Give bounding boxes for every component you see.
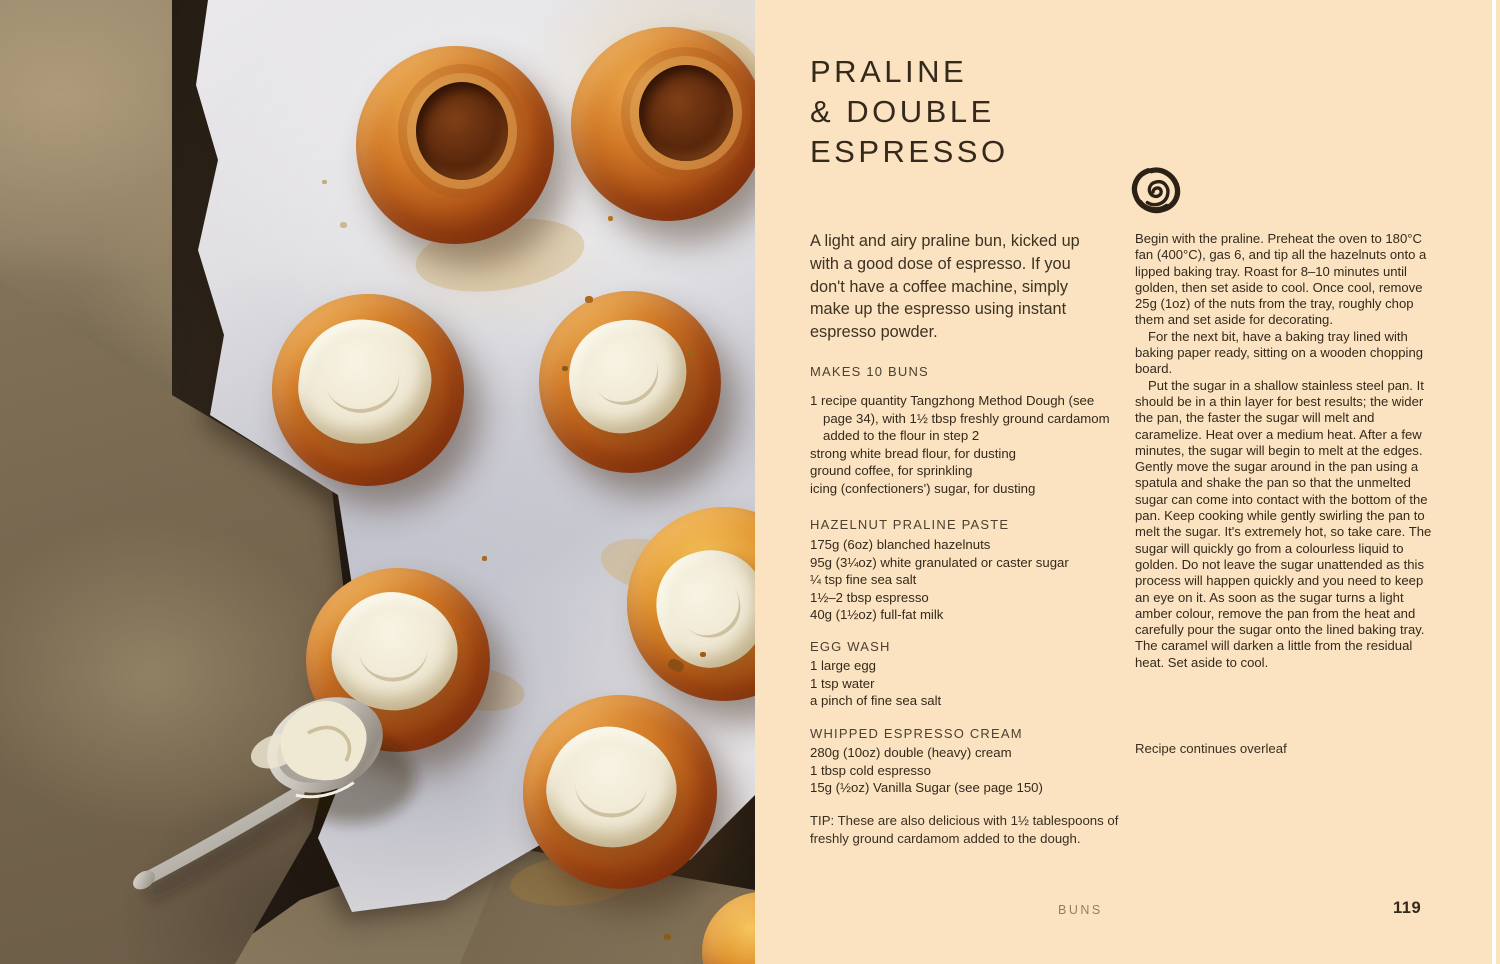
rose-doodle-icon	[1127, 163, 1185, 217]
praline-bun	[356, 46, 554, 244]
main-ingredient-list	[810, 392, 1120, 497]
title-line-1: PRALINE	[810, 54, 968, 89]
title-line-2: & DOUBLE	[810, 94, 995, 129]
recipe-title	[810, 52, 1009, 172]
ingredient: 1 tsp water	[810, 675, 875, 691]
method-paragraph: Put the sugar in a shallow stainless steel pan. It should be in a thin layer for best results; the wider the pan, the faster the sugar will melt and caramelize. Heat over a medium heat. After a few minutes, the sugar will begin to melt at the edges. Gently move the sugar around in the pan using a spatula and shake the pan so that the unmelted sugar can come into contact with the bottom of the pan. Keep cooking while gently swirling the pan to melt the sugar. It's extremely hot, so take care. The sugar will quickly go from a colourless liquid to golden. Do not leave the sugar unattended as this process will happen quickly and you need to keep an eye on it. As soon as the sugar turns a light amber colour, remove the pan from the heat and carefully pour the sugar onto the lined baking tray. The caramel will darken a little from the residual heat. Set aside to cool.	[1135, 377, 1432, 670]
cream-topped-bun	[539, 291, 721, 473]
method-paragraph: Begin with the praline. Preheat the oven to 180°C fan (400°C), gas 6, and tip all the hazelnuts onto a lipped baking tray. Roast for 8–10 minutes until golden, then set aside to cool. Once cool, remove 25g (1oz) of the nuts from the tray, roughly chop them and set aside for decorating.	[1135, 231, 1427, 328]
section-header-egg-wash: EGG WASH	[810, 639, 891, 654]
ingredient: strong white bread flour, for dusting	[810, 445, 1016, 461]
ingredient: 175g (6oz) blanched hazelnuts	[810, 537, 991, 552]
crumb	[585, 296, 593, 303]
crumb	[700, 652, 706, 657]
ingredient: ground coffee, for sprinkling	[810, 463, 973, 478]
praline-bun	[571, 27, 755, 221]
whipped-cream-dollop	[560, 311, 696, 442]
yield-label: MAKES 10 BUNS	[810, 364, 929, 379]
praline-paste-ingredients	[810, 536, 1120, 624]
ingredient: 280g (10oz) double (heavy) cream	[810, 745, 1012, 760]
ingredient: 95g (3¼oz) white granulated or caster sugar	[810, 554, 1069, 570]
espresso-cream-ingredients	[810, 744, 1120, 797]
ingredient: 1 tbsp cold espresso	[810, 762, 931, 778]
egg-wash-ingredients	[810, 657, 1120, 710]
whipped-cream-dollop	[293, 313, 437, 450]
whipped-cream-dollop	[531, 710, 692, 867]
ingredient: icing (confectioners') sugar, for dusting	[810, 480, 1036, 496]
tip-note: TIP: These are also delicious with 1½ tablespoons of freshly ground cardamom added to the dough.	[810, 813, 1119, 846]
crumb	[688, 350, 695, 356]
ingredient: 1½–2 tbsp espresso	[810, 589, 929, 605]
method-paragraph: For the next bit, have a baking tray lined with baking paper ready, sitting on a wooden chopping board.	[1135, 328, 1424, 377]
cream-topped-bun	[272, 294, 464, 486]
method-column	[1135, 231, 1437, 671]
cream-spoon	[100, 655, 430, 925]
ingredient: 40g (1½oz) full-fat milk	[810, 607, 944, 622]
crumb	[482, 556, 487, 561]
espresso-praline-centre	[639, 65, 733, 161]
ingredient: ¼ tsp fine sea salt	[810, 572, 917, 587]
section-header-praline-paste: HAZELNUT PRALINE PASTE	[810, 517, 1010, 532]
ingredient: 1 recipe quantity Tangzhong Method Dough (see page 34), with 1½ tbsp freshly ground cardamom added to the flour in step 2	[810, 393, 1110, 443]
recipe-intro: A light and airy praline bun, kicked up with a good dose of espresso. If you don't have a coffee machine, simply make up the espresso using instant espresso powder.	[810, 232, 1080, 342]
cream-topped-bun	[523, 695, 717, 889]
crumb	[340, 222, 347, 228]
crumb	[664, 934, 671, 940]
ingredient: 1 large egg	[810, 658, 876, 673]
crumb	[322, 180, 327, 184]
continuation-note: Recipe continues overleaf	[1135, 741, 1287, 756]
whipped-cream-dollop	[639, 534, 755, 683]
ingredient: 15g (½oz) Vanilla Sugar (see page 150)	[810, 780, 1043, 795]
crumb	[608, 216, 613, 221]
ingredient: a pinch of fine sea salt	[810, 693, 942, 708]
crumb	[562, 366, 568, 371]
title-line-3: ESPRESSO	[810, 134, 1009, 169]
section-header-espresso-cream: WHIPPED ESPRESSO CREAM	[810, 726, 1023, 741]
page-number: 119	[1393, 899, 1422, 917]
chapter-footer-label: BUNS	[1058, 903, 1103, 917]
espresso-praline-centre	[416, 82, 508, 180]
page-edge	[1492, 0, 1496, 964]
recipe-page	[755, 0, 1496, 964]
